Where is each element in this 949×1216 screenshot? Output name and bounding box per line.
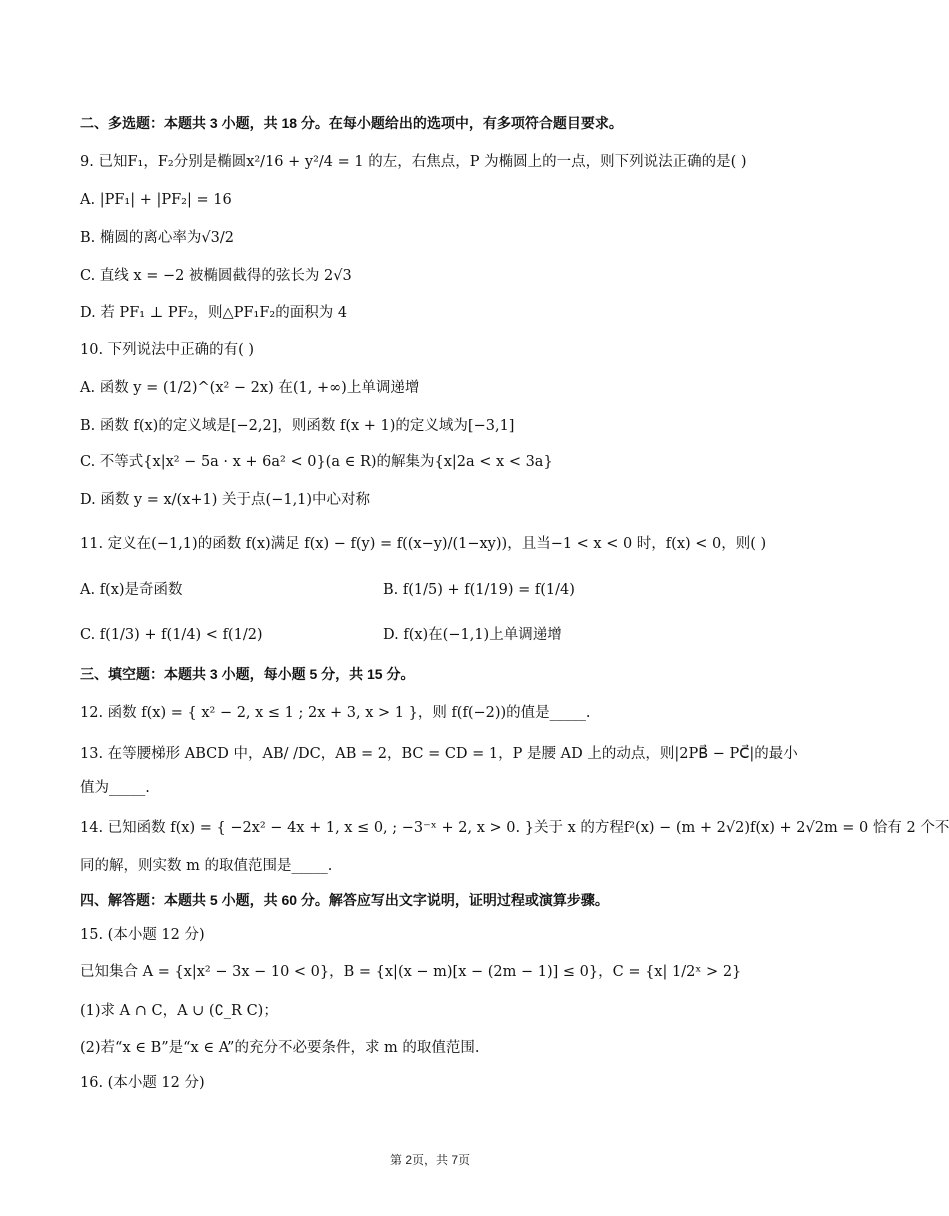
question-14-line-1: 14. 已知函数 f(x) = { −2x² − 4x + 1, x ≤ 0, ; −3⁻ˣ + 2, x > 0. }关于 x 的方程f²(x) − (m + 2√2)f(x) + 2√2m = 0 恰有 2 个不	[80, 820, 949, 836]
q11-option-c: C. f(1/3) + f(1/4) < f(1/2)	[80, 627, 263, 643]
q9-option-c: C. 直线 x = −2 被椭圆截得的弦长为 2√3	[80, 268, 352, 284]
question-14-line-2: 同的解，则实数 m 的取值范围是_____.	[80, 858, 333, 874]
question-10-stem: 10. 下列说法中正确的有( )	[80, 342, 255, 358]
question-9-stem: 9. 已知F₁，F₂分别是椭圆x²/16 + y²/4 = 1 的左，右焦点，P 为椭圆上的一点，则下列说法正确的是( )	[80, 154, 747, 170]
q11-option-a: A. f(x)是奇函数	[80, 582, 183, 598]
section-3-title: 三、填空题：本题共 3 小题，每小题 5 分，共 15 分。	[80, 666, 415, 682]
question-16-head: 16. (本小题 12 分)	[80, 1075, 205, 1091]
q10-option-b: B. 函数 f(x)的定义域是[−2,2]，则函数 f(x + 1)的定义域为[−3,1]	[80, 418, 515, 434]
question-15-part-1: (1)求 A ∩ C，A ∪ (∁_R C)；	[80, 1003, 278, 1019]
q10-option-c: C. 不等式{x|x² − 5a · x + 6a² < 0}(a ∈ R)的解集为{x|2a < x < 3a}	[80, 454, 553, 470]
section-4-title: 四、解答题：本题共 5 小题，共 60 分。解答应写出文字说明，证明过程或演算步骤。	[80, 892, 609, 908]
question-11-stem: 11. 定义在(−1,1)的函数 f(x)满足 f(x) − f(y) = f((x−y)/(1−xy))，且当−1 < x < 0 时，f(x) < 0，则( )	[80, 536, 767, 552]
q11-option-b: B. f(1/5) + f(1/19) = f(1/4)	[383, 582, 575, 598]
q9-option-d: D. 若 PF₁ ⊥ PF₂，则△PF₁F₂的面积为 4	[80, 305, 348, 321]
question-13-line-1: 13. 在等腰梯形 ABCD 中，AB/ /DC，AB = 2，BC = CD = 1，P 是腰 AD 上的动点，则|2PB⃗ − PC⃗|的最小	[80, 746, 798, 762]
question-13-line-2: 值为_____.	[80, 780, 150, 796]
question-15-head: 15. (本小题 12 分)	[80, 927, 205, 943]
q11-option-d: D. f(x)在(−1,1)上单调递增	[383, 627, 562, 643]
question-12-stem: 12. 函数 f(x) = { x² − 2, x ≤ 1 ; 2x + 3, x > 1 }，则 f(f(−2))的值是_____.	[80, 705, 591, 721]
question-15-part-2: (2)若“x ∈ B”是“x ∈ A”的充分不必要条件，求 m 的取值范围.	[80, 1040, 480, 1056]
q9-option-b: B. 椭圆的离心率为√3/2	[80, 230, 234, 246]
q9-option-a: A. |PF₁| + |PF₂| = 16	[80, 192, 232, 208]
q10-option-a: A. 函数 y = (1/2)^(x² − 2x) 在(1, +∞)上单调递增	[80, 380, 420, 396]
section-2-title: 二、多选题：本题共 3 小题，共 18 分。在每小题给出的选项中，有多项符合题目要求。	[80, 115, 623, 131]
page-footer: 第 2页，共 7页	[389, 1153, 471, 1167]
q10-option-d: D. 函数 y = x/(x+1) 关于点(−1,1)中心对称	[80, 492, 371, 508]
question-15-stem: 已知集合 A = {x|x² − 3x − 10 < 0}，B = {x|(x − m)[x − (2m − 1)] ≤ 0}，C = {x| 1/2ˣ > 2}	[80, 964, 742, 980]
